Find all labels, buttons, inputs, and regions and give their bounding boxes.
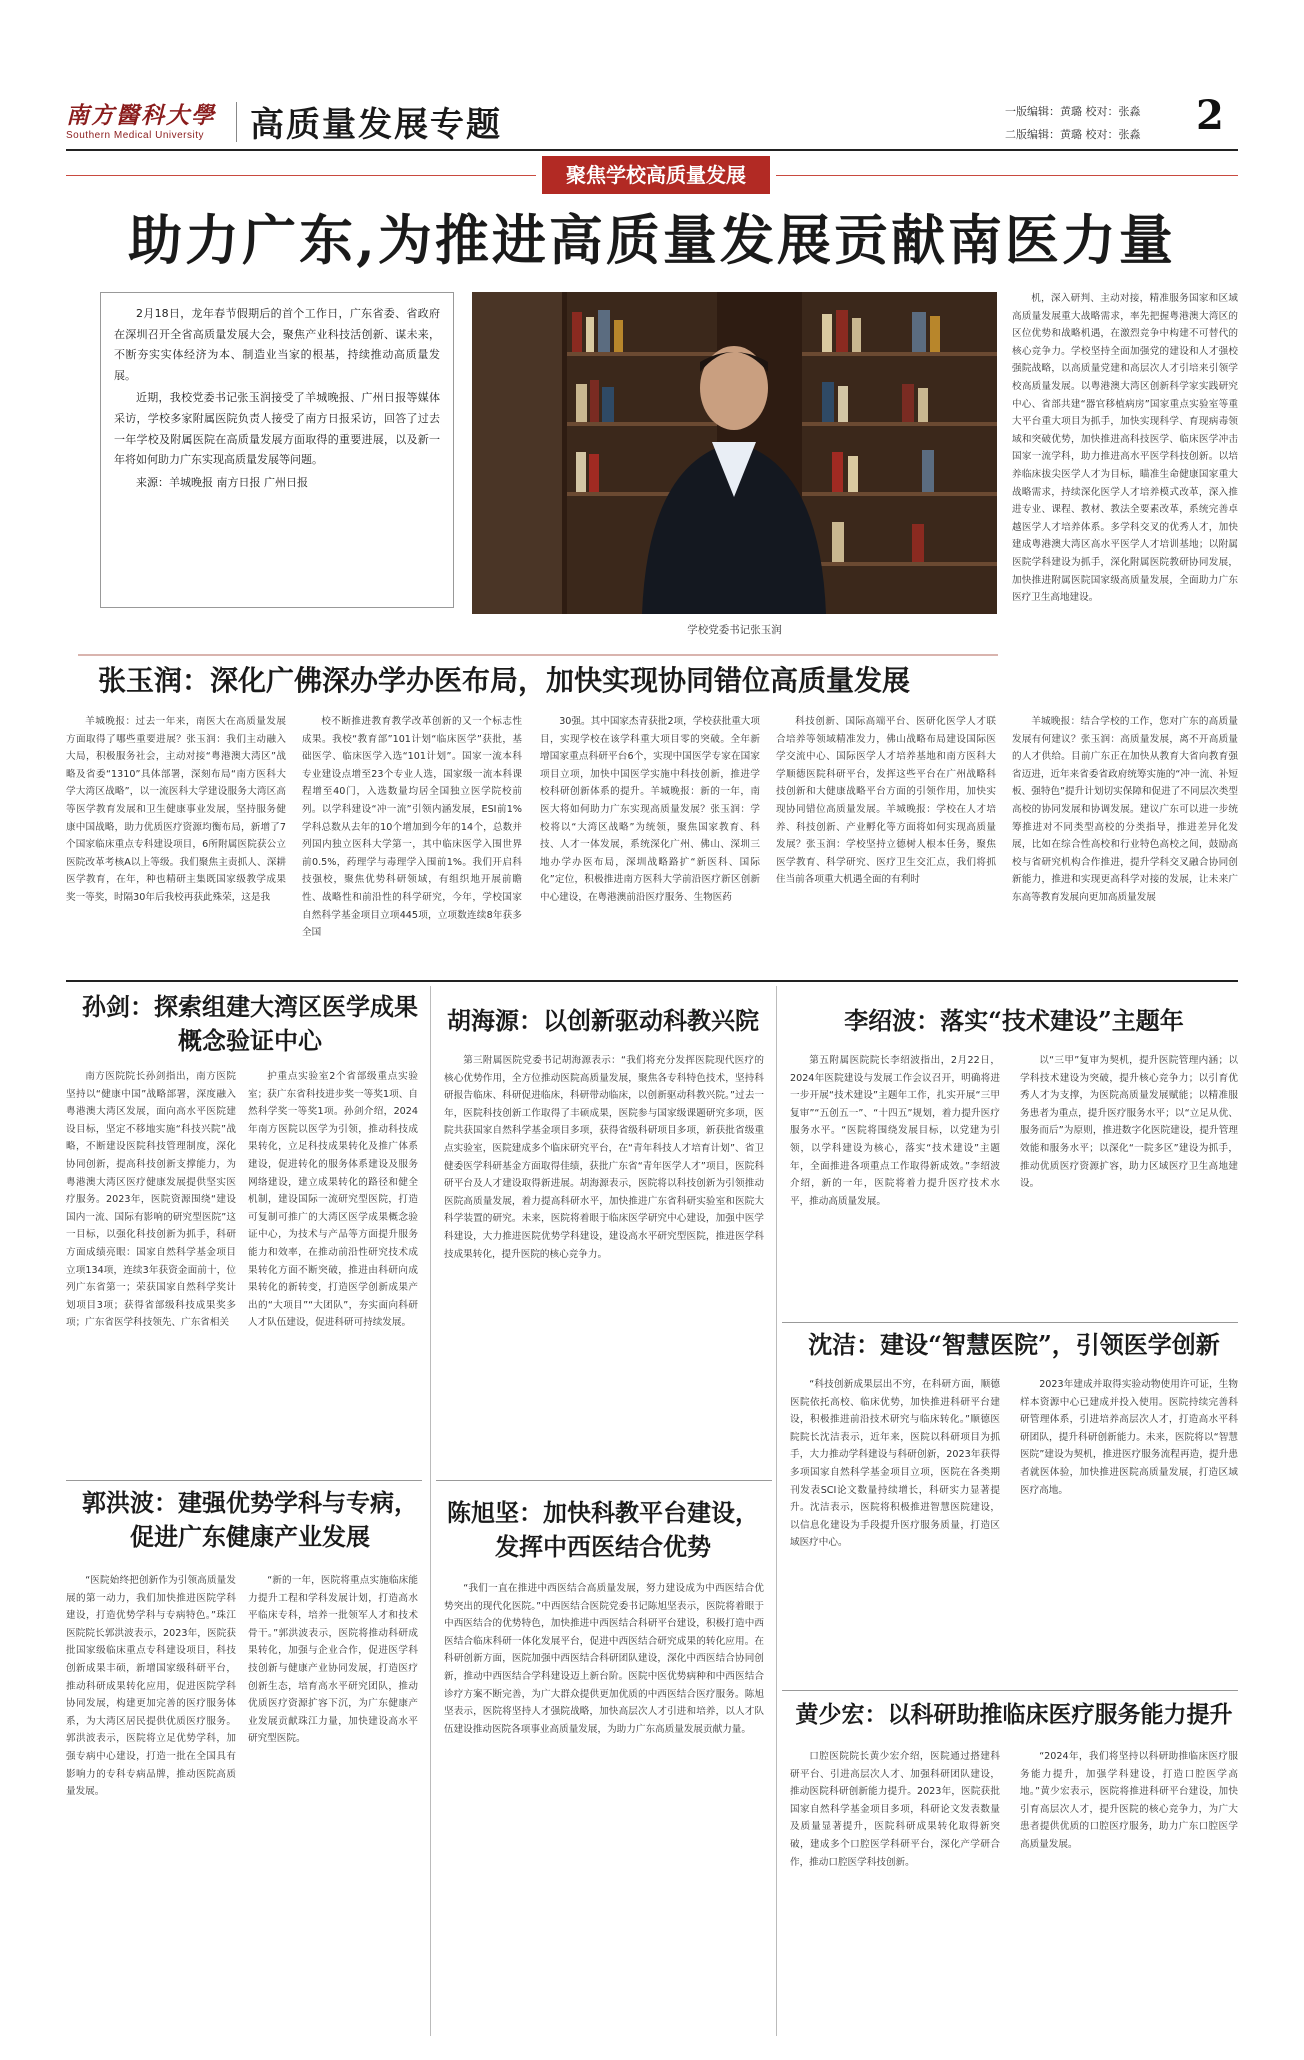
main-headline: 助力广东,为推进高质量发展贡献南医力量 — [128, 208, 1176, 272]
story7-col-1-text: “医院始终把创新作为引领高质量发展的第一动力，我们加快推进医院学科建设，打造优势学科与专病特色。”珠江医院院长郭洪波表示，2023年，医院获批国家级临床重点专科建设项目，科技创新成果丰硕，新增国家级科研平台，推动科研成果转化应用，促进医院学科协同发展，构建更加完善的医疗服务体系，为大湾区居民提供优质医疗服务。郭洪波表示，医院将立足优势学科，加强专病中心建设，打造一批在全国具有影响力的专科专病品牌，推动医院高质量发展。 — [66, 1575, 236, 1798]
story3-title: 胡海源：以创新驱动科教兴院 — [447, 1006, 759, 1035]
bookshelf-photo-illustration — [472, 292, 997, 614]
story6-col-2-text: 2023年建成并取得实验动物使用许可证，生物样本资源中心已建成并投入使用。医院持续完善科研管理体系，引进培养高层次人才，打造高水平科研团队，提升科研创新能力。未来，医院将以“智慧医院”建设为契机，推进医疗服务流程再造，提升患者就医体验，加快推进医院高质量发展，打造区域医疗高地。 — [1020, 1379, 1238, 1496]
photo-caption: 学校党委书记张玉润 — [687, 624, 782, 636]
story6-col-2 — [1020, 1376, 1238, 1676]
story4-col — [444, 1580, 764, 2036]
page-number: 2 — [1196, 92, 1224, 139]
story6-title: 沈洁：建设“智慧医院”，引领医学创新 — [808, 1330, 1220, 1359]
story2-col-1-text: 南方医院院长孙剑指出，南方医院坚持以“健康中国”战略部署，深度融入粤港澳大湾区发展，面向高水平医院建设目标，坚定不移地实施“科技兴院”战略，不断建设医院科技管理制度，深化协同创新，提高科技创新支撑能力，为粤港澳大湾区医疗健康发展提供坚实医疗服务。2023年，医院资源围绕“建设国内一流、国际有影响的研究型医院”这一目标，以强化科技创新为抓手，科研方面成绩亮眼：国家自然科学基金项目立项134项，连续3年获资金面前十，位列广东省第一；荣获国家自然科学奖计划项目3项；获得省部级科技成果奖多项；广东省医学科技领先、广东省相关 — [66, 1071, 236, 1329]
story2-col-2 — [248, 1068, 418, 1468]
right-column-paragraph: 机，深入研判、主动对接，精准服务国家和区域高质量发展重大战略需求，率先把握粤港澳大湾区的区位优势和战略机遇，在激烈竞争中构建不可替代的核心竞争力。学校坚持全面加强党的建设和人才强校强院战略，以高质量党建和高层次人才引培来引领学校高质量发展。以粤港澳大湾区创新科学家实践研究中心、省部共建“器官移植病房”国家重点实验室等重大平台重大项目为抓手，加快实现科学、育现病毒领域和突破优势，加快推进高科技医学、临床医学冲击国家一流学科，助力推进高水平医学科技创新。以培养临床拔尖医学人才为目标，瞄准生命健康国家重大战略需求，持续深化医学人才培养模式改革，深入推进专业、课程、教材、教法全要素改革，系统完善卓越医学人才培养体系。多学科交叉的优秀人才，加快建成粤港澳大湾区高水平医学人才培训基地；以附属医院学科建设为抓手，深化附属医院教研协同发展，加快推进附属医院国家级高质量发展，全面助力广东医疗卫生高地建设。 — [1012, 293, 1238, 604]
story1-col-4-text: 科技创新、国际高端平台、医研化医学人才联合培养等领域精准发力，佛山战略布局建设国际医学交流中心、国际医学人才培养基地和南方医科大学顺德医院科研平台，发挥这些平台在广州战略科技创新和大健康战略平台方面的引领作用，加快实现协同错位高质量发展。羊城晚报：学校在人才培养、科技创新、产业孵化等方面将如何实现高质量发展？张玉润：学校坚持立德树人根本任务，聚焦医学教育、科学研究、医疗卫生交汇点，我们将抓住当前各项重大机遇全面的有利时 — [776, 716, 996, 886]
story2-col-2-text: 护重点实验室2个省部级重点实验室；获广东省科技进步奖一等奖1项、自然科学奖一等奖1项。孙剑介绍，2024年南方医院以医学为引领，推动科技成果转化，立足科技成果转化及推广体系建设，促进转化的服务体系建设及服务网络建设，建立成果转化的路径和健全机制，建设国际一流研究型医院，打造可复制可推广的大湾区医学成果概念验证中心，为技术与产品等方面提升服务能力和效率，在推动前沿性研究技术成果转化方面不断突破，推进由科研向成果转化的新转变，打造医学创新成果产出的“大项目”“大团队”，夯实面向科研人才队伍建设，促进科研可持续发展。 — [248, 1071, 418, 1329]
intro-paragraph-1: 2月18日，龙年春节假期后的首个工作日，广东省委、省政府在深圳召开全省高质量发展大会，聚焦产业科技活创新、谋未来，不断夯实实体经济为本、制造业当家的根基，持续推动高质量发展。 — [114, 307, 440, 382]
story1-col-5 — [1012, 713, 1238, 968]
story7-col-2 — [248, 1572, 418, 2036]
story1-col-3-text: 30强。其中国家杰青获批2项，学校获批重大项目，实现学校在该学科重大项目零的突破。全年新增国家重点科研平台6个，实现中国医学专家在国家项目立项，加快中国医学实施中科技创新，推进学校科研创新体系的提升。羊城晚报：新的一年，南医大将如何助力广东实现高质量发展？张玉润：学校将以“大湾区战略”为统领，聚焦国家教育、科技、人才一体发展，系统深化广州、佛山、深圳三地办学办医布局，深圳战略路扩“新医科、国际化”定位，积极推进南方医科大学前沿医疗新区创新中心建设，在粤港澳前沿医疗服务、生物医药 — [540, 716, 760, 903]
story1-col-2-text: 校不断推进教育教学改革创新的又一个标志性成果。我校“教育部”101计划“临床医学”获批，基础医学、临床医学入选“101计划”。国家一流本科专业建设点增至23个专业人选，国家级一流本科课程增至40门，入选数量均居全国独立医学院校前列。以学科建设“冲一流”引领内涵发展，ESI前1%学科总数从去年的10个增加到今年的14个，总数并列国内独立医科大学第一，其中临床医学入围世界前0.5%，药理学与毒理学入围前1%。我们开启科技强校，聚焦优势科研领域，有组织地开展前瞻性、战略性和前沿性的科学研究，今年，学校国家自然科学基金项目立项445项，立项数连续8年获多全国 — [302, 716, 522, 939]
portrait-photo — [472, 292, 997, 614]
story1-col-4 — [776, 713, 996, 968]
story5-col-1-text: 第五附属医院院长李绍波指出，2月22日，2024年医院建设与发展工作会议召开，明确将进一步开展“技术建设”主题年工作，扎实开展“三甲复审”“五创五一”、“十四五”规划，着力提升医疗服务水平。“医院将围绕发展目标，以党建为引领，以学科建设为核心，落实“技术建设”主题年，全面推进各项重点工作取得新成效。”李绍波介绍，新的一年，医院将着力提升医疗技术水平，推动高质量发展。 — [790, 1055, 1000, 1207]
editor-line-1: 一版编辑：黄璐 校对：张淼 — [1005, 105, 1141, 118]
topic-banner: 聚焦学校高质量发展 — [542, 156, 770, 194]
university-logo — [66, 97, 226, 149]
story8-col-1-text: 口腔医院院长黄少宏介绍，医院通过搭建科研平台、引进高层次人才、加强科研团队建设，推动医院科研创新能力提升。2023年，医院获批国家自然科学基金项目多项，科研论文发表数量及质量显著提升，医院科研成果转化取得新突破，建成多个口腔医学科研平台，深化产学研合作，推动口腔医学科技创新。 — [790, 1751, 1000, 1868]
story7-col-2-text: “新的一年，医院将重点实施临床能力提升工程和学科发展计划，打造高水平临床专科，培养一批领军人才和技术骨干。”郭洪波表示，医院将推动科研成果转化，加强与企业合作，促进医学科技创新与健康产业协同发展，打造医疗创新生态，培育高水平研究团队，推动优质医疗资源扩容下沉，为广东健康产业发展贡献珠江力量，加快建设高水平研究型医院。 — [248, 1575, 418, 1745]
story6-col-1 — [790, 1376, 1000, 1676]
story1-title: 张玉润：深化广佛深办学办医布局，加快实现协同错位高质量发展 — [98, 664, 911, 697]
story7-col-1 — [66, 1572, 236, 2036]
story4-text: “我们一直在推进中西医结合高质量发展，努力建设成为中西医结合优势突出的现代化医院。”中西医结合医院党委书记陈旭坚表示，医院将着眼于中西医结合的优势特色，加快推进中西医结合科研平台建设，积极打造中西医结合临床科研一体化发展平台，促进中西医结合研究成果的转化应用。在科研创新方面，医院加强中西医结合科研团队建设，深化中西医结合协同创新，推动中西医结合学科建设迈上新台阶。医院中医优势病种和中西医结合诊疗方案不断完善，为广大群众提供更加优质的中西医结合医疗服务。陈旭坚表示，医院将坚持人才强院战略，加快高层次人才引进和培养，以人才队伍建设推动医院各项事业高质量发展，为助力广东高质量发展贡献力量。 — [444, 1583, 764, 1735]
right-column-text — [1012, 290, 1238, 690]
story1-col-3 — [540, 713, 760, 968]
story2-title: 孙剑：探索组建大湾区医学成果概念验证中心 — [82, 992, 418, 1055]
story7-title: 郭洪波：建强优势学科与专病，促进广东健康产业发展 — [82, 1488, 418, 1551]
story1-col-1-text: 羊城晚报：过去一年来，南医大在高质量发展方面取得了哪些重要进展？张玉润：我们主动融入大局，积极服务社会，主动对接“粤港澳大湾区”战略及省委“1310”具体部署，深刻布局“南方医科大学大湾区战略”，以一流医科大学建设服务大湾区高等医学教育发展和卫生健康事业发展，坚持服务健康中国战略，助力优质医疗资源均衡布局，新增了7个国家临床重点专科建设项目，6所附属医院获公立医院改革考核A以上等级。我们聚焦主责抓人、深耕医学教育，在年，种也精研主集既国家级教学成果奖一等奖，时隔30年后我校再获此殊荣，这是我 — [66, 716, 286, 903]
story8-col-2-text: “2024年，我们将坚持以科研助推临床医疗服务能力提升，加强学科建设，打造口腔医学高地。”黄少宏表示，医院将推进科研平台建设，加快引育高层次人才，提升医院的核心竞争力，为广大患者提供优质的口腔医疗服务，助力广东口腔医学高质量发展。 — [1020, 1751, 1238, 1850]
story1-col-1 — [66, 713, 286, 968]
story1-col-2 — [302, 713, 522, 968]
story2-col-1 — [66, 1068, 236, 1468]
section-title: 高质量发展专题 — [250, 105, 502, 145]
story1-col-5-text: 羊城晚报：结合学校的工作，您对广东的高质量发展有何建议？张玉润：高质量发展，离不开高质量的人才供给。目前广东正在加快从教育大省向教育强省迈进，近年来省委省政府统筹实施的“冲一流、补短板、强特色”提升计划切实保障和促进了不同层次类型高校的协同发展和协调发展。建议广东可以进一步统筹推进对不同类型高校的分类指导，推进差异化发展，比如在综合性高校和行业特色高校之间，鼓励高校与省研究机构合作推进，提升学科交叉融合协同创新能力，推进和实现更高科学对接的发展，让未来广东高等教育发展向更加高质量发展 — [1012, 716, 1238, 903]
logo-english: Southern Medical University — [66, 130, 204, 141]
story8-title: 黄少宏：以科研助推临床医疗服务能力提升 — [795, 1701, 1233, 1728]
story6-col-1-text: “科技创新成果层出不穷，在科研方面，顺德医院依托高校、临床优势，加快推进科研平台建设，积极推进前沿技术研究与临床转化。”顺德医院院长沈洁表示，近年来，医院以科研项目为抓手，大力推动学科建设与科研创新，2023年获得多项国家自然科学基金项目立项，医院在各类期刊发表SCI论文数量持续增长，科研实力显著提升。沈洁表示，医院将积极推进智慧医院建设，以信息化建设为手段提升医疗服务质量，打造区域医疗中心。 — [790, 1379, 1000, 1549]
editor-line-2: 二版编辑：黄璐 校对：张淼 — [1005, 128, 1141, 141]
story3-col — [444, 1052, 764, 1472]
story5-col-1 — [790, 1052, 1000, 1312]
story3-text: 第三附属医院党委书记胡海源表示：“我们将充分发挥医院现代医疗的核心优势作用，全方位推动医院高质量发展，聚焦各专科特色技术，坚持科研报告临床、科研促进临床，科研带动临床，以创新驱动科教兴院。”过去一年，医院科技创新工作取得了丰硕成果，医院参与国家级课题研究多项，医院共获国家自然科学基金项目多项，获得省级科研项目多项，新获批省级重点实验室，医院建成多个临床研究平台，在“青年科技人才培育计划”、省卫健委医学科研基金方面取得佳绩，获批广东省“青年医学人才”项目，医院科研平台及人才建设取得新进展。胡海源表示，医院将以科技创新为引领推动医院高质量发展，着力提高科研水平，加快推进广东省科研实验室和医院大科学装置的研究。未来，医院将着眼于临床医学研究中心建设，加强中医学科建设，大力推进医院优势学科建设，建设高水平研究型医院，推进医学科技成果转化，提升医院的核心竞争力。 — [444, 1055, 764, 1260]
story4-title: 陈旭坚：加快科教平台建设，发挥中西医结合优势 — [447, 1498, 759, 1561]
intro-source: 来源：羊城晚报 南方日报 广州日报 — [136, 475, 308, 489]
logo-chinese: 南方醫科大學 — [66, 102, 216, 129]
intro-text — [114, 304, 440, 600]
story5-col-2 — [1020, 1052, 1238, 1312]
story5-title: 李绍波：落实“技术建设”主题年 — [844, 1006, 1184, 1035]
intro-paragraph-2: 近期，我校党委书记张玉润接受了羊城晚报、广州日报等媒体采访，学校多家附属医院负责人接受了南方日报采访，回答了过去一年学校及附属医院在高质量发展方面取得的重要进展，以及新一年将如何助力广东实现高质量发展等问题。 — [114, 391, 440, 467]
story5-col-2-text: 以“三甲”复审为契机，提升医院管理内涵；以学科技术建设为突破，提升核心竞争力；以引育优秀人才为支撑，为医院高质量发展赋能；以精准服务患者为重点，提升医疗服务水平；以“立足从优、服务而后”为原则，推进数字化医院建设，提升管理效能和服务水平；以深化“一院多区”建设为抓手，推动优质医疗资源扩容，助力区域医疗卫生高地建设。 — [1020, 1055, 1238, 1190]
story8-col-1 — [790, 1748, 1000, 2036]
story8-col-2 — [1020, 1748, 1238, 2036]
